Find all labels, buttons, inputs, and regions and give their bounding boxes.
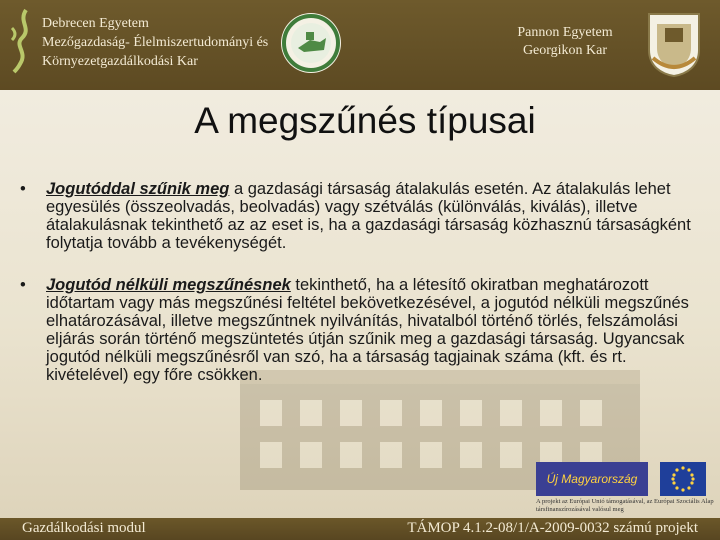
left-university-line-1: Debrecen Egyetem	[42, 16, 149, 31]
bullet-item	[20, 180, 710, 252]
funding-logos	[536, 462, 714, 514]
left-university-line-2: Mezőgazdaság- Élelmiszertudományi és	[42, 35, 269, 50]
right-university-line-1: Pannon Egyetem	[517, 25, 613, 40]
georgikon-crest-icon	[643, 10, 705, 78]
left-university-line-3: Környezetgazdálkodási Kar	[42, 54, 198, 69]
left-university-name	[42, 14, 268, 71]
right-university-line-2: Georgikon Kar	[522, 43, 608, 58]
bullet-body-text: a gazdasági társaság átalakulás esetén. Az átalakulás lehet egyesülés (összeolvadás, beolvadás) vagy szétválás (különválás, kiválás), illetve átalakulásnak tekinthető az az eset is, ha a gazdasági társaság közhasznú társaságként folytatja tovább a tevékenységét.	[46, 180, 691, 252]
eu-flag-icon	[660, 462, 706, 496]
bullet-item	[20, 276, 710, 384]
bullet-lead-text: Jogutóddal szűnik meg	[46, 180, 230, 198]
uj-magyarorszag-logo: Új Magyarország	[536, 462, 648, 496]
faculty-seal-icon	[280, 12, 342, 74]
bullet-marker-icon: •	[20, 276, 26, 294]
debrecen-logo-icon	[6, 8, 38, 74]
right-university-name	[505, 24, 625, 60]
footer-project-id: TÁMOP 4.1.2-08/1/A-2009-0032 számú projekt	[407, 520, 698, 536]
bullet-body-text: tekinthető, ha a létesítő okiratban meghatározott időtartam vagy más megszűnési feltétel bekövetkezésével, a jogutód nélküli megszűnés elhatározásával, illetve megszűntnek nyilvánítás, hivatalból történő törlés, felszámolási eljárás során történő megszüntetés útján szűnik meg a gazdasági társaság. Ugyancsak jogutód nélküli megszűnésről van szó, ha a társaság tagjainak száma (kft. és rt. kivételével) egy főre csökken.	[46, 276, 689, 384]
bullet-marker-icon: •	[20, 180, 26, 198]
slide-title: A megszűnés típusai	[194, 100, 536, 141]
bullet-list	[20, 180, 710, 384]
footer-band	[0, 518, 720, 540]
header-band	[0, 0, 720, 90]
funding-note: A projekt az Európai Unió támogatásával, az Európai Szociális Alap társfinanszírozásával valósul meg	[536, 498, 714, 513]
bullet-lead-text: Jogutód nélküli megszűnésnek	[46, 276, 291, 294]
footer-module-name: Gazdálkodási modul	[22, 520, 146, 536]
